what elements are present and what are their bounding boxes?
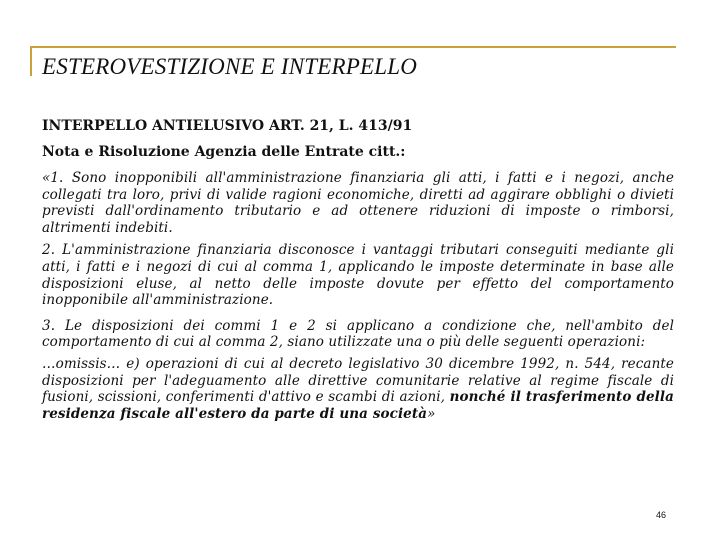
quoted-article-text bbox=[42, 170, 674, 428]
article-paragraph-4-text: …omissis… e) operazioni di cui al decreto legislativo 30 dicembre 1992, n. 544, recante disposizioni per l'adeguamento alle direttive comunitarie relative al regime fiscale di fusioni, scissioni, conferimenti d'attivo e scambi di azioni, bbox=[42, 355, 674, 406]
article-paragraph-4 bbox=[42, 356, 674, 422]
source-note-heading: Nota e Risoluzione Agenzia delle Entrate citt.: bbox=[42, 144, 406, 160]
article-paragraph-4-emphasis: nonché il trasferimento della residenza fiscale all'estero da parte di una società bbox=[42, 389, 674, 422]
law-reference-heading: INTERPELLO ANTIELUSIVO ART. 21, L. 413/91 bbox=[42, 118, 413, 134]
slide-frame-left-rule bbox=[30, 46, 32, 76]
page-number: 46 bbox=[656, 510, 667, 520]
slide-frame-top-rule bbox=[30, 46, 676, 48]
closing-quote: » bbox=[427, 405, 436, 422]
slide-title: ESTEROVESTIZIONE E INTERPELLO bbox=[42, 54, 418, 79]
article-paragraph-1: «1. Sono inopponibili all'amministrazione finanziaria gli atti, i fatti e i negozi, anche collegati tra loro, privi di valide ragioni economiche, diretti ad aggirare obblighi o divieti previsti dall'ordinamento tributario e ad ottenere riduzioni di imposte o rimborsi, altrimenti indebiti. bbox=[42, 170, 674, 236]
article-paragraph-3: 3. Le disposizioni dei commi 1 e 2 si applicano a condizione che, nell'ambito del comportamento di cui al comma 2, siano utilizzate una o più delle seguenti operazioni: bbox=[42, 317, 674, 351]
article-paragraph-2: 2. L'amministrazione finanziaria disconosce i vantaggi tributari conseguiti mediante gli atti, i fatti e i negozi di cui al comma 1, applicando le imposte determinate in base alle disposizioni eluse, al netto delle imposte dovute per effetto del comportamento inopponibile all'amministrazione. bbox=[42, 242, 674, 309]
